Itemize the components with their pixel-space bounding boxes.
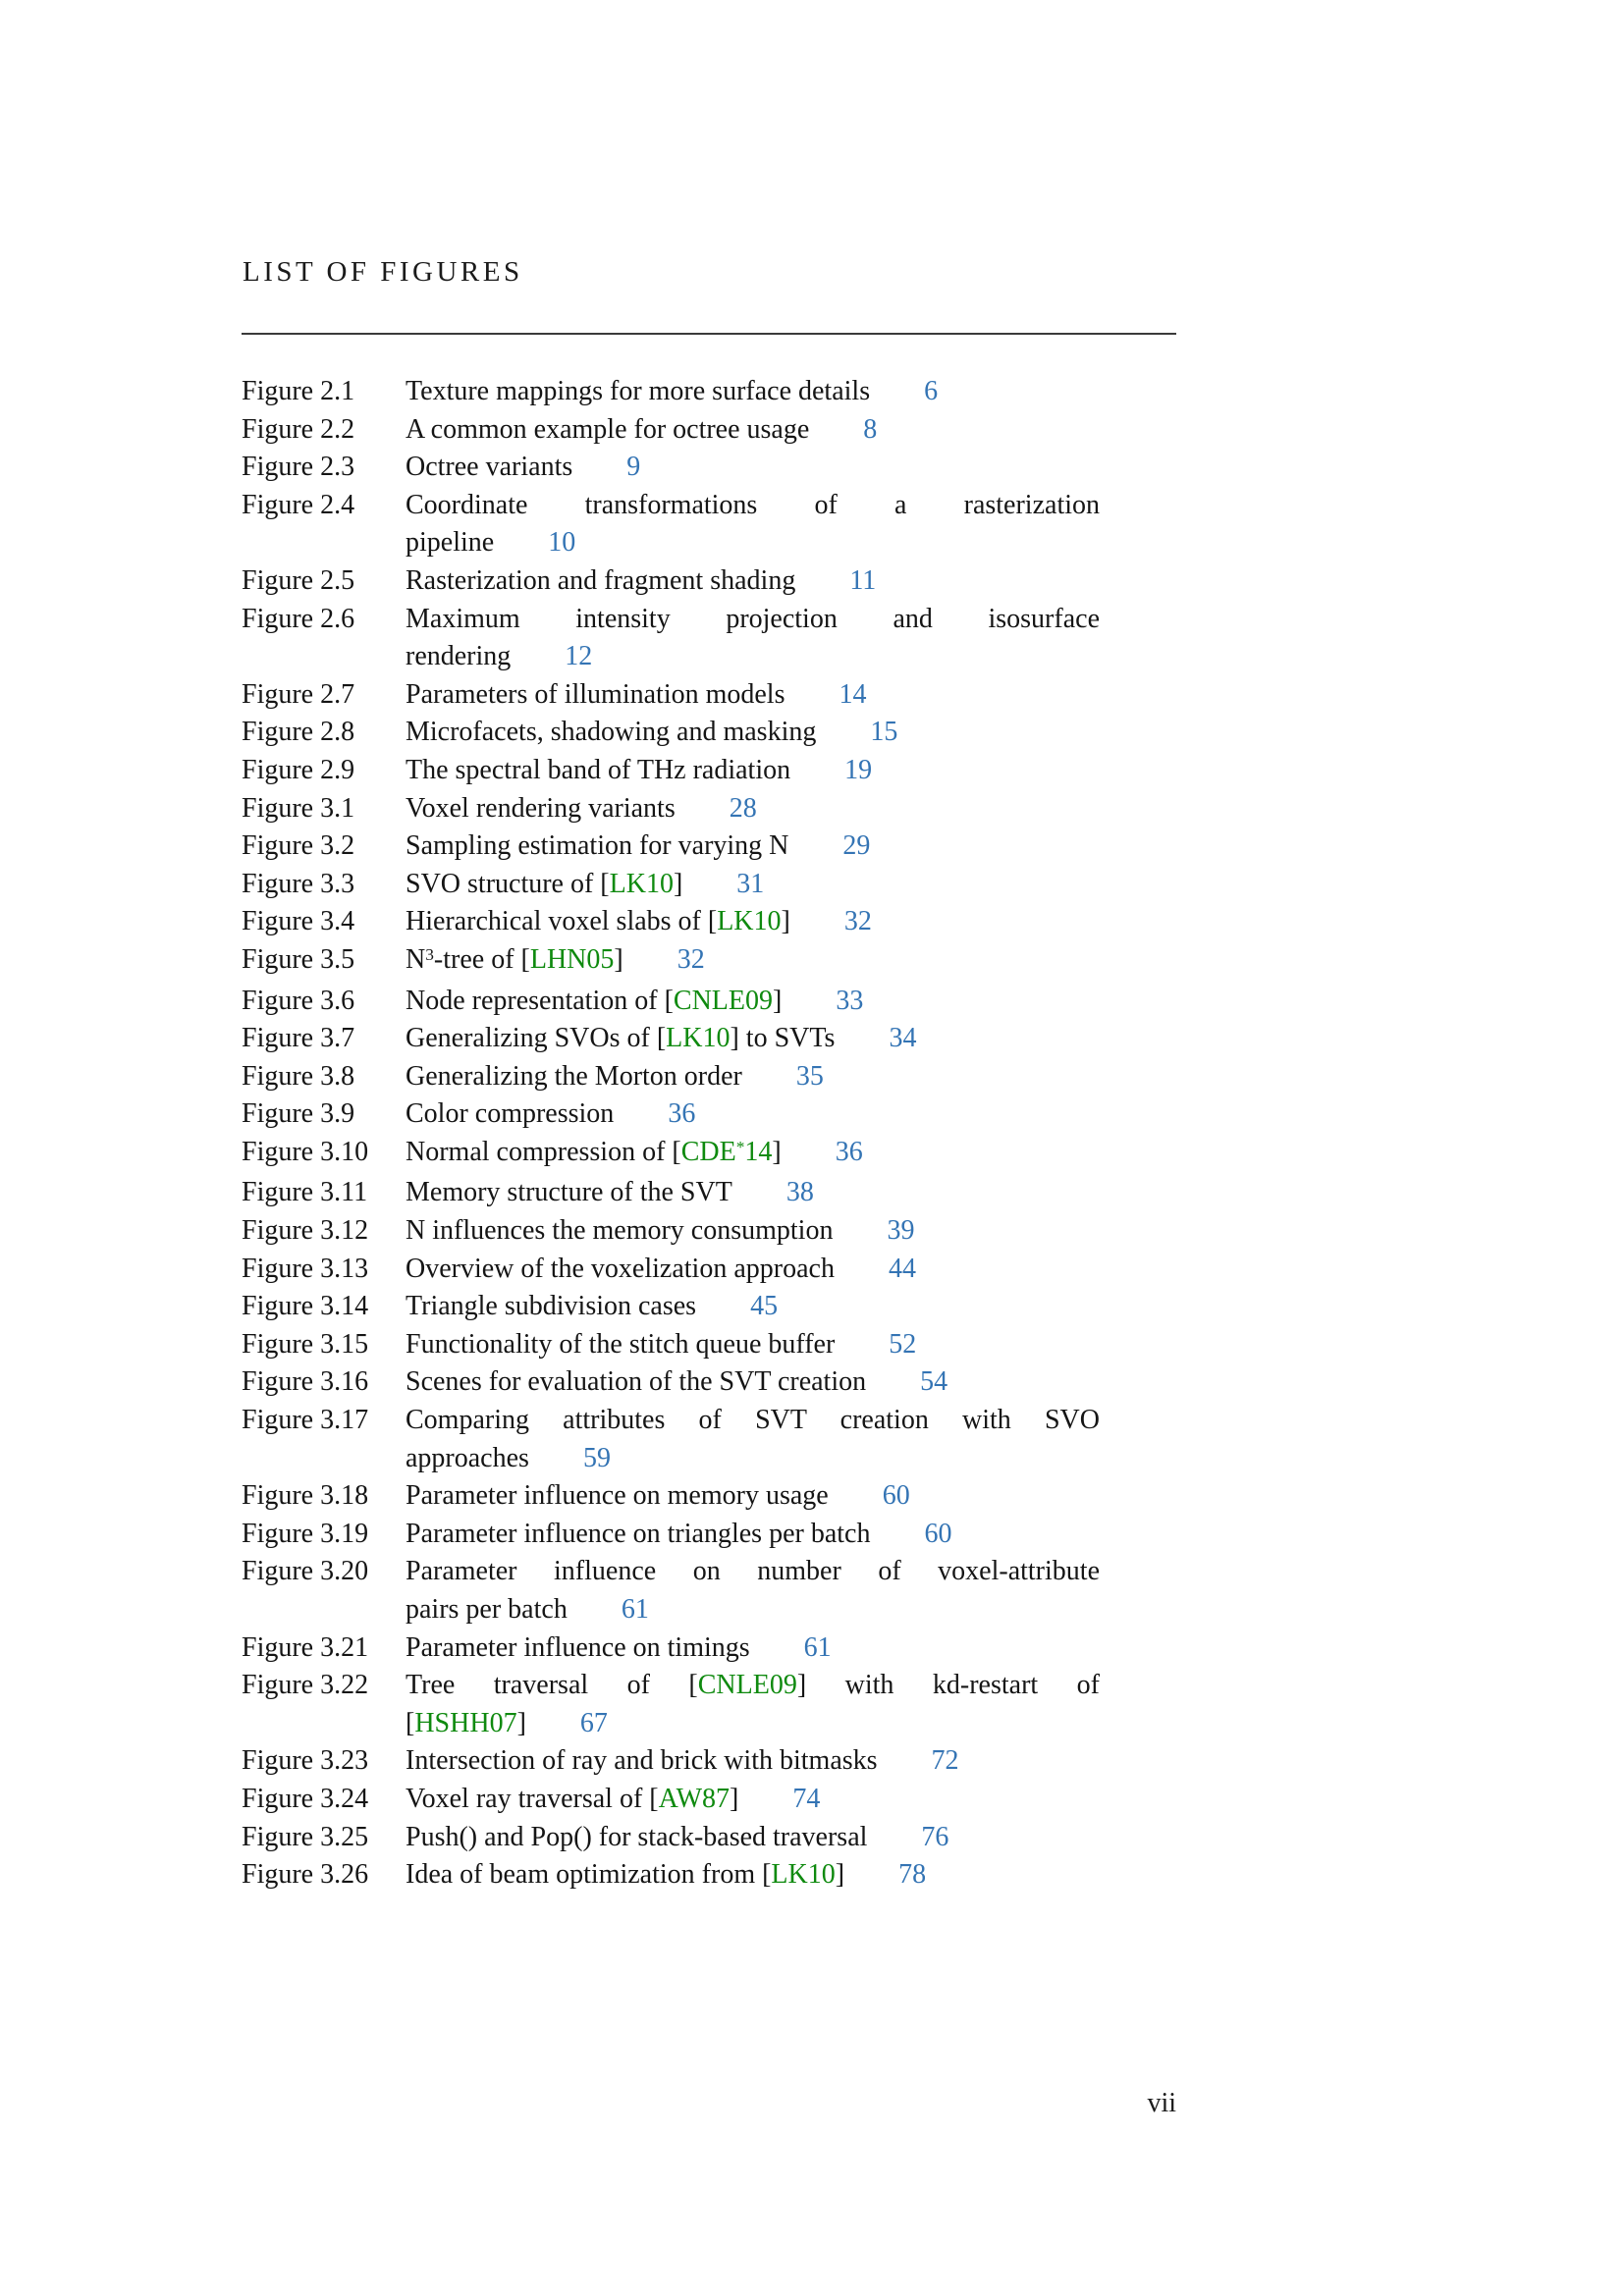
figure-label: Figure 2.5 [242, 564, 355, 596]
lof-entry [242, 1134, 1176, 1175]
lof-entry [242, 487, 1176, 562]
caption-text: ] [781, 906, 790, 937]
figure-label: Figure 3.22 [242, 1670, 369, 1701]
page-number-link[interactable]: 9 [626, 452, 641, 483]
lof-entry [242, 903, 1176, 941]
figure-label: Figure 3.25 [242, 1821, 369, 1852]
caption-text: Tree traversal of [ [406, 1670, 698, 1701]
page-number-link[interactable]: 36 [668, 1098, 696, 1130]
header-rule [242, 333, 1176, 335]
page-number-link[interactable]: 44 [888, 1253, 916, 1284]
caption-text: -tree of [ [433, 943, 530, 975]
lof-entry [242, 676, 1176, 715]
figure-caption [406, 1667, 1100, 1742]
caption-text: approaches [406, 1442, 529, 1473]
page-number-link[interactable]: 32 [677, 943, 705, 975]
figure-caption [406, 1629, 1100, 1668]
caption-text: Octree variants [406, 452, 573, 483]
caption-text: ] with kd-restart of [796, 1670, 1100, 1701]
citation-link[interactable]: LK10 [666, 1023, 731, 1054]
figure-label: Figure 3.3 [242, 868, 355, 899]
caption-text: Generalizing the Morton order [406, 1060, 742, 1092]
list-of-figures [242, 373, 1176, 1895]
lof-entry [242, 790, 1176, 828]
figure-label: Figure 3.12 [242, 1215, 369, 1247]
figure-label: Figure 2.6 [242, 603, 355, 634]
figure-caption [406, 562, 1100, 601]
figure-caption [406, 373, 1100, 411]
figure-label: Figure 3.19 [242, 1518, 369, 1549]
figure-label: Figure 3.26 [242, 1859, 369, 1891]
figure-label: Figure 2.1 [242, 376, 355, 406]
figure-label: Figure 3.8 [242, 1060, 355, 1092]
figure-label: Figure 3.24 [242, 1783, 369, 1814]
caption-text: ] [773, 985, 783, 1016]
lof-entry [242, 828, 1176, 866]
page-number-link[interactable]: 72 [931, 1745, 959, 1777]
figure-label: Figure 2.8 [242, 717, 355, 748]
citation-link[interactable]: CNLE09 [697, 1670, 797, 1701]
figure-label: Figure 3.15 [242, 1328, 369, 1360]
caption-text: SVO structure of [ [406, 868, 610, 899]
page-number-link[interactable]: 15 [870, 717, 898, 748]
figure-caption [406, 1781, 1100, 1819]
caption-text: Parameter influence on memory usage [406, 1480, 829, 1512]
lof-entry [242, 1288, 1176, 1326]
page-number-link[interactable]: 61 [621, 1594, 649, 1625]
figure-caption [406, 411, 1100, 450]
citation-link[interactable]: LHN05 [529, 943, 615, 975]
caption-text: ] [614, 943, 623, 975]
lof-entry [242, 1742, 1176, 1781]
lof-entry [242, 1477, 1176, 1516]
caption-text: Coordinate transformations of a rasterization [406, 489, 1100, 520]
caption-text: Voxel rendering variants [406, 792, 676, 824]
citation-link[interactable]: CDE [680, 1136, 736, 1167]
figure-caption [406, 1174, 1100, 1212]
page-number-link[interactable]: 12 [565, 641, 593, 672]
page-number-link[interactable]: 61 [803, 1631, 832, 1663]
caption-text: Maximum intensity projection and isosurface [406, 603, 1100, 634]
citation-link[interactable]: CNLE09 [673, 985, 773, 1016]
caption-text: 3 [425, 944, 434, 964]
caption-text: Generalizing SVOs of [ [406, 1023, 667, 1054]
caption-text: Parameter influence on timings [406, 1631, 750, 1663]
figure-caption [406, 1212, 1100, 1251]
figure-label: Figure 2.7 [242, 678, 355, 710]
page-number-link[interactable]: 36 [835, 1136, 863, 1167]
lof-entry [242, 1629, 1176, 1668]
lof-entry [242, 411, 1176, 450]
figure-caption [406, 676, 1100, 715]
lof-entry [242, 1212, 1176, 1251]
page-number-link[interactable]: 10 [548, 527, 576, 559]
figure-caption [406, 1477, 1100, 1516]
figure-label: Figure 3.9 [242, 1098, 355, 1130]
caption-text: Intersection of ray and brick with bitmasks [406, 1745, 878, 1777]
caption-text: Microfacets, shadowing and masking [406, 717, 817, 748]
figure-caption [406, 752, 1100, 790]
figure-caption [406, 1516, 1100, 1554]
lof-entry [242, 1516, 1176, 1554]
figure-caption [406, 790, 1100, 828]
caption-text: ] [730, 1783, 739, 1814]
caption-text: rendering [406, 641, 512, 672]
figure-label: Figure 3.6 [242, 985, 355, 1016]
figure-caption [406, 866, 1100, 904]
caption-text: Rasterization and fragment shading [406, 564, 796, 596]
figure-caption [406, 1251, 1100, 1289]
page-number-link[interactable]: 60 [924, 1518, 952, 1549]
page-number-link[interactable]: 52 [889, 1328, 917, 1360]
figure-label: Figure 3.16 [242, 1366, 369, 1398]
caption-text: Voxel ray traversal of [ [406, 1783, 659, 1814]
figure-caption [406, 601, 1100, 676]
figure-caption [406, 1058, 1100, 1096]
page-number-link[interactable]: 34 [889, 1023, 917, 1054]
page-number-link[interactable]: 76 [921, 1821, 949, 1852]
figure-caption [406, 487, 1100, 562]
figure-caption [406, 1856, 1100, 1895]
folio-page-number: vii [1147, 2088, 1176, 2118]
lof-entry [242, 983, 1176, 1021]
page-number-link[interactable]: 19 [844, 754, 873, 785]
lof-entry [242, 941, 1176, 983]
figure-caption [406, 1020, 1100, 1058]
figure-label: Figure 3.14 [242, 1291, 369, 1322]
caption-text: Overview of the voxelization approach [406, 1253, 835, 1284]
caption-text: Hierarchical voxel slabs of [ [406, 906, 718, 937]
caption-text: pipeline [406, 527, 495, 559]
page-number-link[interactable]: 78 [898, 1859, 927, 1891]
citation-link[interactable]: LK10 [771, 1859, 836, 1891]
caption-text: [ [406, 1707, 415, 1738]
caption-text: Scenes for evaluation of the SVT creation [406, 1366, 867, 1398]
figure-caption [406, 1288, 1100, 1326]
caption-text: Color compression [406, 1098, 615, 1130]
figure-label: Figure 3.13 [242, 1253, 369, 1284]
figure-label: Figure 3.4 [242, 906, 355, 937]
caption-text: ] [516, 1707, 526, 1738]
page-number-link[interactable]: 8 [863, 413, 878, 445]
lof-entry [242, 601, 1176, 676]
lof-entry [242, 1174, 1176, 1212]
caption-text: Comparing attributes of SVT creation with SVO [406, 1405, 1100, 1436]
page-number-link[interactable]: 59 [582, 1442, 611, 1473]
figure-caption [406, 941, 1100, 983]
caption-text: ] to SVTs [730, 1023, 836, 1054]
citation-link[interactable]: HSHH07 [414, 1707, 517, 1738]
figure-label: Figure 2.4 [242, 489, 355, 520]
figure-label: Figure 3.1 [242, 792, 355, 824]
lof-entry [242, 449, 1176, 487]
caption-text: A common example for octree usage [406, 413, 810, 445]
page-title: LIST OF FIGURES [243, 256, 523, 288]
page-number-link[interactable]: 74 [792, 1783, 821, 1814]
figure-label: Figure 2.3 [242, 452, 355, 483]
page-number-link[interactable]: 6 [924, 376, 939, 406]
lof-entry [242, 1363, 1176, 1402]
caption-text: Texture mappings for more surface details [406, 376, 871, 406]
figure-caption [406, 1134, 1100, 1175]
citation-link[interactable]: * [735, 1137, 745, 1156]
caption-text: ] [673, 868, 683, 899]
caption-text: ] [835, 1859, 845, 1891]
page-number-link[interactable]: 39 [887, 1215, 915, 1247]
citation-link[interactable]: LK10 [609, 868, 674, 899]
figure-label: Figure 3.17 [242, 1405, 369, 1436]
page-number-link[interactable]: 28 [729, 792, 757, 824]
caption-text: N [406, 943, 426, 975]
figure-caption [406, 1819, 1100, 1857]
figure-label: Figure 3.2 [242, 830, 355, 862]
caption-text: Idea of beam optimization from [ [406, 1859, 772, 1891]
figure-label: Figure 3.10 [242, 1136, 369, 1167]
lof-entry [242, 1402, 1176, 1477]
lof-entry [242, 1781, 1176, 1819]
figure-label: Figure 3.23 [242, 1745, 369, 1777]
caption-text: Parameter influence on number of voxel-attribute [406, 1556, 1100, 1587]
figure-caption [406, 1363, 1100, 1402]
figure-label: Figure 3.5 [242, 943, 355, 975]
citation-link[interactable]: LK10 [717, 906, 782, 937]
citation-link[interactable]: AW87 [658, 1783, 731, 1814]
lof-entry [242, 752, 1176, 790]
figure-caption [406, 714, 1100, 752]
caption-text: N influences the memory consumption [406, 1215, 834, 1247]
figure-caption [406, 903, 1100, 941]
figure-label: Figure 3.7 [242, 1023, 355, 1054]
figure-caption [406, 983, 1100, 1021]
page-number-link[interactable]: 35 [795, 1060, 824, 1092]
caption-text: Push() and Pop() for stack-based traversal [406, 1821, 868, 1852]
figure-caption [406, 449, 1100, 487]
figure-caption [406, 828, 1100, 866]
page-number-link[interactable]: 60 [882, 1480, 910, 1512]
figure-label: Figure 3.21 [242, 1631, 369, 1663]
lof-entry [242, 1095, 1176, 1134]
page-number-link[interactable]: 31 [736, 868, 765, 899]
lof-entry [242, 866, 1176, 904]
caption-text: Parameters of illumination models [406, 678, 785, 710]
lof-entry [242, 373, 1176, 411]
lof-entry [242, 1856, 1176, 1895]
caption-text: Node representation of [ [406, 985, 674, 1016]
page-number-link[interactable]: 67 [579, 1707, 608, 1738]
page-number-link[interactable]: 54 [920, 1366, 948, 1398]
lof-entry [242, 714, 1176, 752]
figure-label: Figure 2.2 [242, 413, 355, 445]
lof-entry [242, 1819, 1176, 1857]
figure-label: Figure 2.9 [242, 754, 355, 785]
caption-text: Normal compression of [ [406, 1136, 681, 1167]
page-number-link[interactable]: 38 [785, 1177, 814, 1208]
caption-text: ] [772, 1136, 782, 1167]
figure-label: Figure 3.18 [242, 1480, 369, 1512]
figure-label: Figure 3.11 [242, 1177, 368, 1208]
page-number-link[interactable]: 29 [842, 830, 871, 862]
page-number-link[interactable]: 14 [839, 678, 867, 710]
caption-text: pairs per batch [406, 1594, 568, 1625]
page-number-link[interactable]: 32 [843, 906, 872, 937]
figure-caption [406, 1553, 1100, 1629]
caption-text: Parameter influence on triangles per batch [406, 1518, 871, 1549]
caption-text: Memory structure of the SVT [406, 1177, 732, 1208]
figure-label: Figure 3.20 [242, 1556, 369, 1587]
lof-entry [242, 1020, 1176, 1058]
caption-text: Sampling estimation for varying N [406, 830, 789, 862]
figure-caption [406, 1326, 1100, 1364]
figure-caption [406, 1742, 1100, 1781]
caption-text: The spectral band of THz radiation [406, 754, 791, 785]
caption-text: Triangle subdivision cases [406, 1291, 697, 1322]
page-number-link[interactable]: 33 [836, 985, 864, 1016]
citation-link[interactable]: 14 [744, 1136, 773, 1167]
lof-entry [242, 1251, 1176, 1289]
lof-entry [242, 1326, 1176, 1364]
lof-entry [242, 562, 1176, 601]
figure-caption [406, 1402, 1100, 1477]
page-number-link[interactable]: 45 [750, 1291, 779, 1322]
lof-entry [242, 1553, 1176, 1629]
figure-caption [406, 1095, 1100, 1134]
caption-text: Functionality of the stitch queue buffer [406, 1328, 836, 1360]
lof-entry [242, 1058, 1176, 1096]
lof-entry [242, 1667, 1176, 1742]
page-number-link[interactable]: 11 [849, 564, 877, 596]
